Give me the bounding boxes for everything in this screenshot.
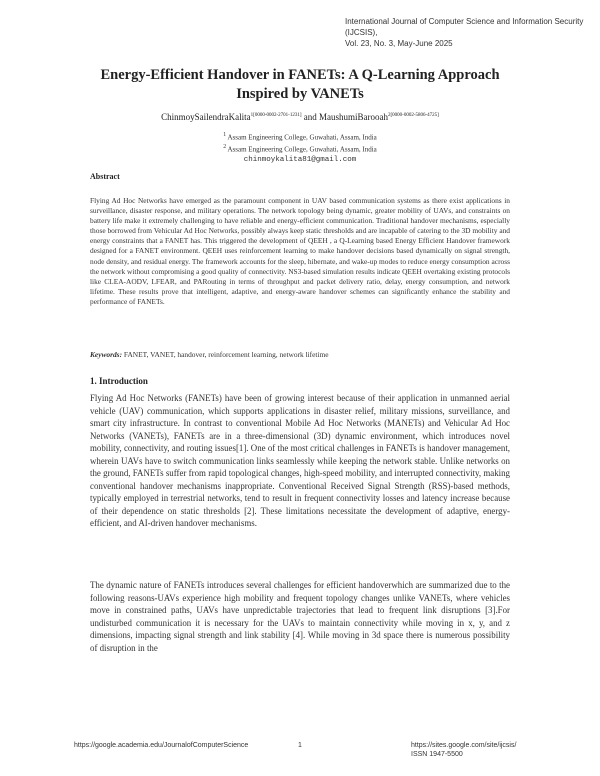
author-email: chinmoykalita81@gmail.com — [243, 155, 357, 164]
footer-academia-link[interactable]: https://google.academia.edu/JournalofComputerScience — [74, 742, 249, 749]
keywords-text: FANET, VANET, handover, reinforcement learning, network lifetime — [123, 350, 329, 359]
footer-journal-link[interactable]: https://sites.google.com/site/ijcsis/ — [411, 742, 517, 749]
footer-journal-info — [411, 741, 516, 759]
title-line-2: Inspired by VANETs — [236, 86, 364, 102]
page-number: 1 — [298, 742, 302, 749]
paper-title — [40, 66, 560, 104]
author-1-orcid: 1[0000-0002-2701-1231] — [250, 113, 302, 118]
author-list — [40, 112, 560, 122]
title-line-1: Energy-Efficient Handover in FANETs: A Q-Learning Approach — [100, 67, 500, 83]
affiliation-2 — [40, 142, 560, 154]
affiliation-1 — [40, 130, 560, 142]
affiliation-1-text: Assam Engineering College, Guwahati, Assam, India — [227, 133, 377, 142]
journal-header — [345, 16, 590, 49]
section-heading-introduction: 1. Introduction — [90, 376, 148, 386]
author-conjunction: and — [303, 112, 317, 122]
author-2-orcid: 2[0000-0002-5806-4725] — [387, 113, 439, 118]
footer-issn: ISSN 1947-5500 — [411, 751, 463, 758]
abstract-text: Flying Ad Hoc Networks have emerged as the paramount component in UAV based communication systems as there exist applications in surveillance, disaster response, and military operations. The network topology being dynamic, greater mobility of UAVs, and constraints on battery life make it extremely challenging to have reliable and energy-efficient communication. Traditional handover mechanisms, especially those borrowed from Vehicular Ad Hoc Networks, possibly always keep static thresholds and are incapable of catering to the 3D mobility and energy constraints that a FANET has. This triggered the development of QEEH , a Q-Learning based Energy Efficient Handover framework designed for a FANET environment. QEEH uses reinforcement learning to make handover decisions based dynamically on signal strength, node density, and residual energy. The framework accounts for the sleep, hibernate, and wake-up modes to reduce energy consumption across the network without compromising a good quality of connectivity. NS3-based simulation results indicate QEEH overtaking existing protocols like CLEA-AODV, LFEAR, and PARouting in terms of throughput and packet delivery ratio, delay, energy consumption, and network lifetime. These results prove that intelligent, adaptive, and energy-aware handover schemes can significantly enhance the stability and performance of FANETs. — [90, 196, 510, 306]
affiliation-2-text: Assam Engineering College, Guwahati, Assam, India — [227, 145, 377, 154]
intro-paragraph-2: The dynamic nature of FANETs introduces several challenges for efficient handoverwhich are summarized due to the following reasons-UAVs experience high mobility and frequent topology changes unlike VANETs, where vehicles move in constrained paths, UAVs have unpredictable trajectories that lead to frequent link disruptions [3].For undisturbed communication it is necessary for the UAVs to maintain connectivity while moving in x, y, and z dimensions, impacting signal strength and link stability [4]. While moving in 3d space there is numerous possibility of disruption in the — [90, 580, 510, 653]
affiliation-2-number: 2 — [223, 144, 227, 151]
abstract-heading: Abstract — [90, 172, 120, 181]
keywords — [90, 350, 510, 359]
author-1: ChinmoySailendraKalita — [161, 112, 251, 122]
author-2: MaushumiBarooah — [318, 112, 388, 122]
affiliation-1-number: 1 — [223, 132, 227, 138]
journal-name: International Journal of Computer Science and Information Security (IJCSIS), — [345, 17, 584, 37]
keywords-label: Keywords: — [90, 350, 123, 359]
intro-paragraph-1: Flying Ad Hoc Networks (FANETs) have been of growing interest because of their application in unmanned aerial vehicle (UAV) communication, which supports applications in disaster relief, military missions, surveillance, and smart city infrastructure. In contrast to conventional Mobile Ad Hoc Networks (MANETs) and Vehicular Ad Hoc Networks (VANETs), FANETs are in a three-dimensional (3D) dynamic environment, which introduces novel mobility, connectivity, and routing issues[1]. One of the most critical challenges in FANETs is handover management, wherein UAVs have to switch communication links seamlessly while keeping the network stable. Unlike networks on the ground, FANETs suffer from rapid topological changes, high-speed mobility, and interrupted connectivity, making conventional handover mechanisms inappropriate. Conventional Received Signal Strength (RSS)-based methods, typically employed in terrestrial networks, tend to result in frequent connectivity losses and latency increase because of their dependence on static thresholds [2]. These limitations necessitate the development of adaptive, energy-efficient, and AI-driven handover mechanisms. — [90, 393, 510, 529]
affiliations — [40, 130, 560, 165]
journal-volume: Vol. 23, No. 3, May-June 2025 — [345, 39, 453, 48]
